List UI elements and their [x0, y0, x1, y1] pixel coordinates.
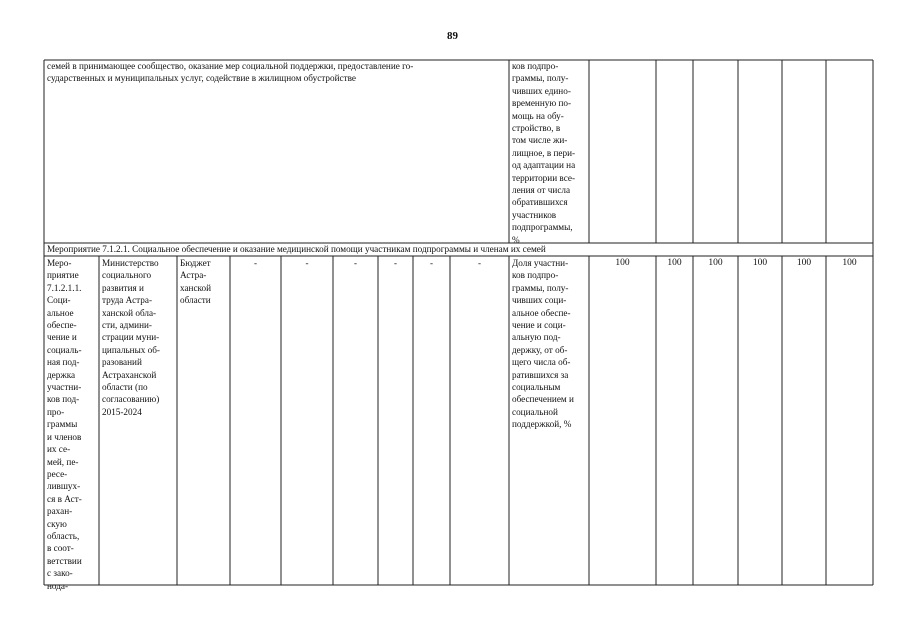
- indicator-cell-top: ков подпро- граммы, полу- чивших едино- временную по- мощь на обу- стройство, в том числе жи- лищное, в пери- од адаптации на территории все- ления от числа обратившихся участников подпрограммы, %: [512, 61, 576, 245]
- indicator-cell: Доля участни- ков подпро- граммы, полу- чивших соци- альное обеспе- чение и соци- альную под- держку, от об- щего числа об- ратившихся за социальным обеспечением и социальной поддержкой, %: [512, 258, 574, 430]
- value-cell: 100: [615, 258, 630, 268]
- dash-cell: -: [430, 258, 433, 268]
- dash-cell: -: [394, 258, 397, 268]
- value-cell: 100: [842, 258, 857, 268]
- section-row-text: Мероприятие 7.1.2.1. Социальное обеспечение и оказание медицинской помощи участникам подпрограммы и членам их семей: [47, 244, 546, 254]
- executor-cell: Министерство социального развития и труда Астра- ханской обла- сти, админи- страции муни- ципальных об- разований Астраханской области (по согласованию) 2015-2024: [102, 258, 160, 417]
- dash-cell: -: [254, 258, 257, 268]
- dash-cell: -: [478, 258, 481, 268]
- measure-cell: Меро- приятие 7.1.2.1.1. Соци- альное обеспе- чение и социаль- ная под- держка участни- ков под- про- граммы и членов их се- мей, пе- ресе- лившух- ся в Аст- рахан- скую область, в соот- ветствии с зако- нода-: [47, 258, 82, 591]
- dash-cell: -: [305, 258, 309, 268]
- value-cell: 100: [752, 258, 768, 268]
- value-cell: 100: [667, 258, 682, 268]
- merged-row-text: семей в принимающее сообщество, оказание мер социальной поддержки, предоставление го- сударственных и муниципальных услуг, содействие в жилищном обустройстве: [47, 61, 414, 84]
- funding-source-cell: Бюджет Астра- ханской области: [180, 258, 212, 306]
- value-cell: 100: [796, 258, 812, 268]
- value-cell: 100: [708, 258, 723, 268]
- dash-cell: -: [354, 258, 357, 268]
- page-number: 89: [447, 30, 458, 42]
